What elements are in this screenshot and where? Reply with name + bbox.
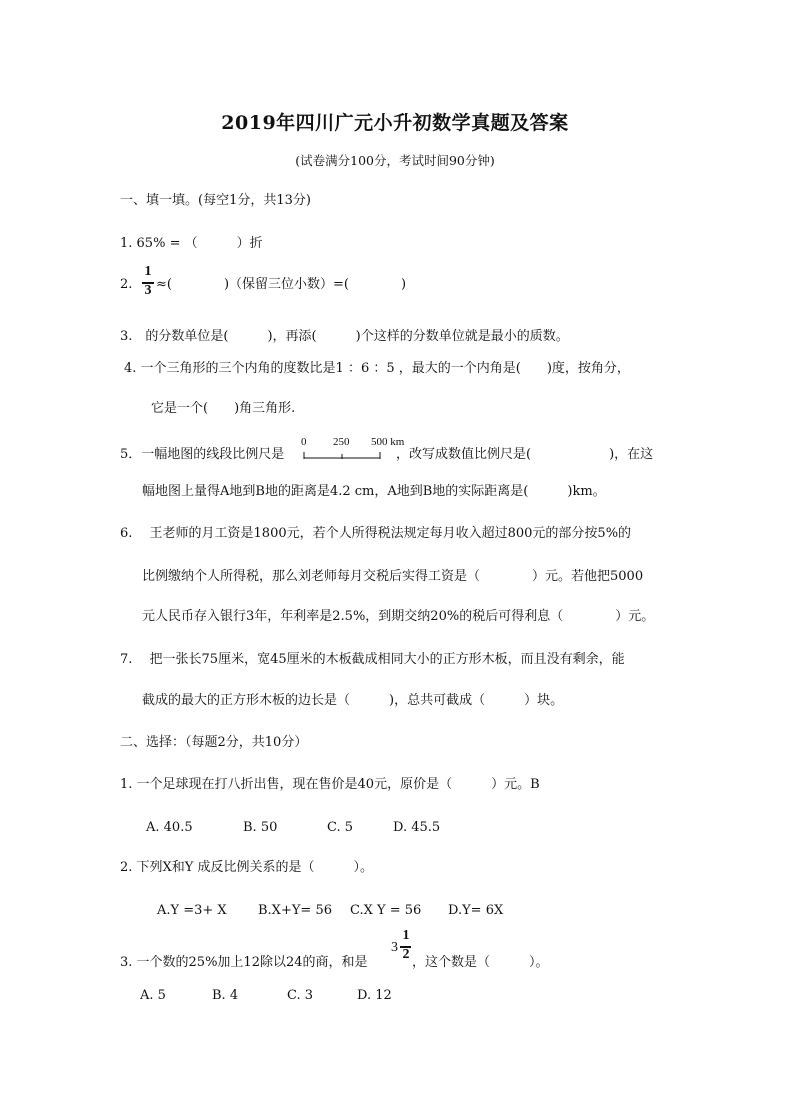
s1-q5-prefix: 5．一幅地图的线段比例尺是 [120, 447, 285, 462]
s1-question-4-line2: 它是一个( )角三角形. [151, 401, 296, 416]
s1-question-1: 1. 65% = （ ）折 [120, 236, 263, 251]
option-c: C. 3 [287, 988, 314, 1003]
exam-info: (试卷满分100分，考试时间90分钟) [295, 153, 495, 168]
s1-q2-fraction-numerator: 1 [144, 264, 152, 279]
s1-question-4-line1: 4. 一个三角形的三个内角的度数比是1 ：6 ：5 ，最大的一个内角是( )度，按角分， [124, 361, 630, 376]
scale-label-0: 0 [301, 436, 307, 448]
s1-q2-text: ≈( )（保留三位小数）=( ) [156, 277, 407, 292]
s1-question-6-line2: 比例缴纳个人所得税，那么刘老师每月交税后实得工资是（ ）元。若他把5000 [142, 569, 644, 584]
page-title: 2019年四川广元小升初数学真题及答案 [221, 112, 569, 134]
option-b: B.X+Y= 56 [258, 903, 332, 918]
s2-q3-suffix: ，这个数是（ ）。 [412, 955, 549, 970]
option-a: A.Y =3+ X [157, 903, 227, 918]
option-d: D. 12 [357, 988, 392, 1003]
scale-label-500: 500 km [371, 436, 405, 448]
s1-question-6-line3: 元人民币存入银行3年，年利率是2.5%，到期交纳20%的税后可得利息（ ）元。 [142, 609, 655, 624]
option-b: B. 50 [243, 820, 278, 835]
s2-q3-prefix: 3. 一个数的25%加上12除以24的商，和是 [120, 955, 368, 970]
section2-heading: 二、选择：（每题2分，共10分） [120, 735, 308, 750]
mixed-number-denominator: 2 [402, 947, 410, 962]
s1-q2-number: 2. [120, 277, 133, 292]
mixed-number-numerator: 1 [402, 928, 410, 943]
s2-question-2: 2. 下列X和Y 成反比例关系的是（ ）。 [120, 860, 374, 875]
s1-q2-fraction-denominator: 3 [144, 283, 152, 298]
s1-question-3: 3. 的分数单位是( )，再添( )个这样的分数单位就是最小的质数。 [120, 329, 569, 344]
option-c: C.X Y = 56 [350, 903, 422, 918]
s1-question-7-line1: 7. 把一张长75厘米，宽45厘米的木板截成相同大小的正方形木板，而且没有剩余，能 [120, 652, 625, 667]
s1-q5-line2: 幅地图上量得A地到B地的距离是4.2 cm，A地到B地的实际距离是( )km。 [142, 484, 606, 499]
s2-question-1: 1. 一个足球现在打八折出售，现在售价是40元，原价是（ ）元。B [120, 777, 540, 792]
s1-question-6-line1: 6. 王老师的月工资是1800元，若个人所得税法规定每月收入超过800元的部分按5%的 [120, 526, 632, 541]
mixed-number-whole: 3 [391, 940, 398, 955]
option-d: D. 45.5 [393, 820, 441, 835]
scale-label-250: 250 [333, 436, 350, 448]
option-a: A. 40.5 [146, 820, 193, 835]
option-b: B. 4 [212, 988, 239, 1003]
s1-question-7-line2: 截成的最大的正方形木板的边长是（ )，总共可截成（ ）块。 [142, 693, 564, 708]
s1-q5-suffix: ，改写成数值比例尺是( )，在这 [396, 447, 654, 462]
option-d: D.Y= 6X [448, 903, 504, 918]
option-a: A. 5 [140, 988, 166, 1003]
scale-bar-line [300, 448, 384, 462]
section1-heading: 一、填一填。(每空1分，共13分) [120, 193, 311, 208]
option-c: C. 5 [327, 820, 354, 835]
